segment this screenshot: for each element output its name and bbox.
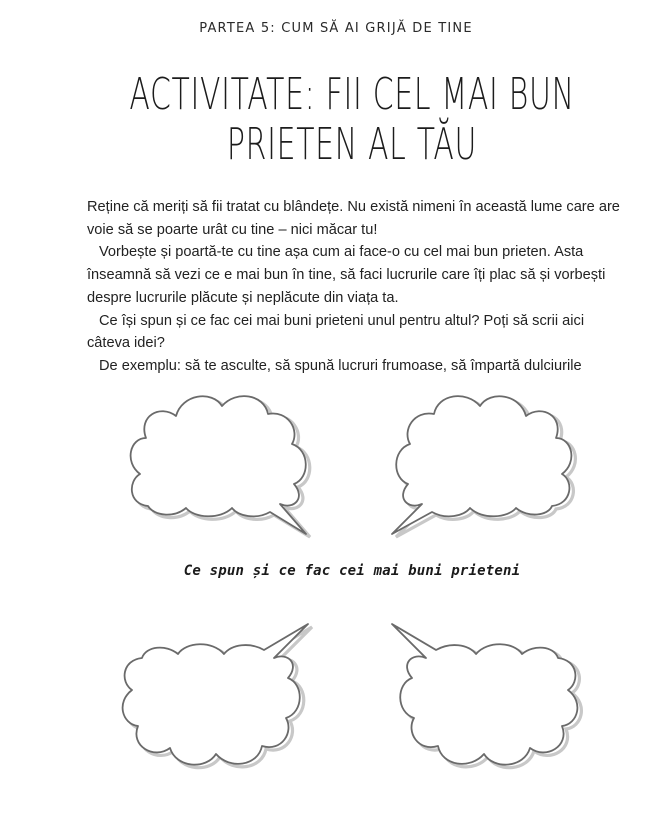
paragraph-1: Reține că meriți să fii tratat cu blândețe. Nu există nimeni în această lume care are voie să se poarte urât cu tine – nici măcar tu! (87, 199, 620, 238)
speech-bubble-bottom-left[interactable] (118, 618, 314, 772)
bubbles-caption: Ce spun și ce fac cei mai buni prieteni (183, 563, 521, 579)
page-title (113, 70, 592, 170)
page-header: PARTEA 5: CUM SĂ AI GRIJĂ DE TINE (199, 21, 473, 36)
speech-bubble-top-right[interactable] (382, 386, 578, 540)
paragraph-2: Vorbește și poartă-te cu tine așa cum ai face-o cu cel mai bun prieten. Asta înseamnă să vezi ce e mai bun în tine, să faci lucrurile care îți plac să și vorbești despre lucrurile plăcute și neplăcute din viața ta. (87, 244, 606, 306)
speech-bubble-top-left[interactable] (128, 386, 318, 540)
title-line-2: PRIETEN AL TĂU (226, 119, 478, 170)
paragraph-4: De exemplu: să te asculte, să spună lucruri frumoase, să împartă dulciurile (99, 357, 582, 374)
body-text (87, 196, 627, 378)
speech-bubble-bottom-right[interactable] (386, 618, 582, 772)
paragraph-3: Ce își spun și ce fac cei mai buni prieteni unul pentru altul? Poți să scrii aici câteva idei? (87, 312, 585, 352)
title-line-1: ACTIVITATE: FII CEL MAI BUN (129, 69, 575, 120)
